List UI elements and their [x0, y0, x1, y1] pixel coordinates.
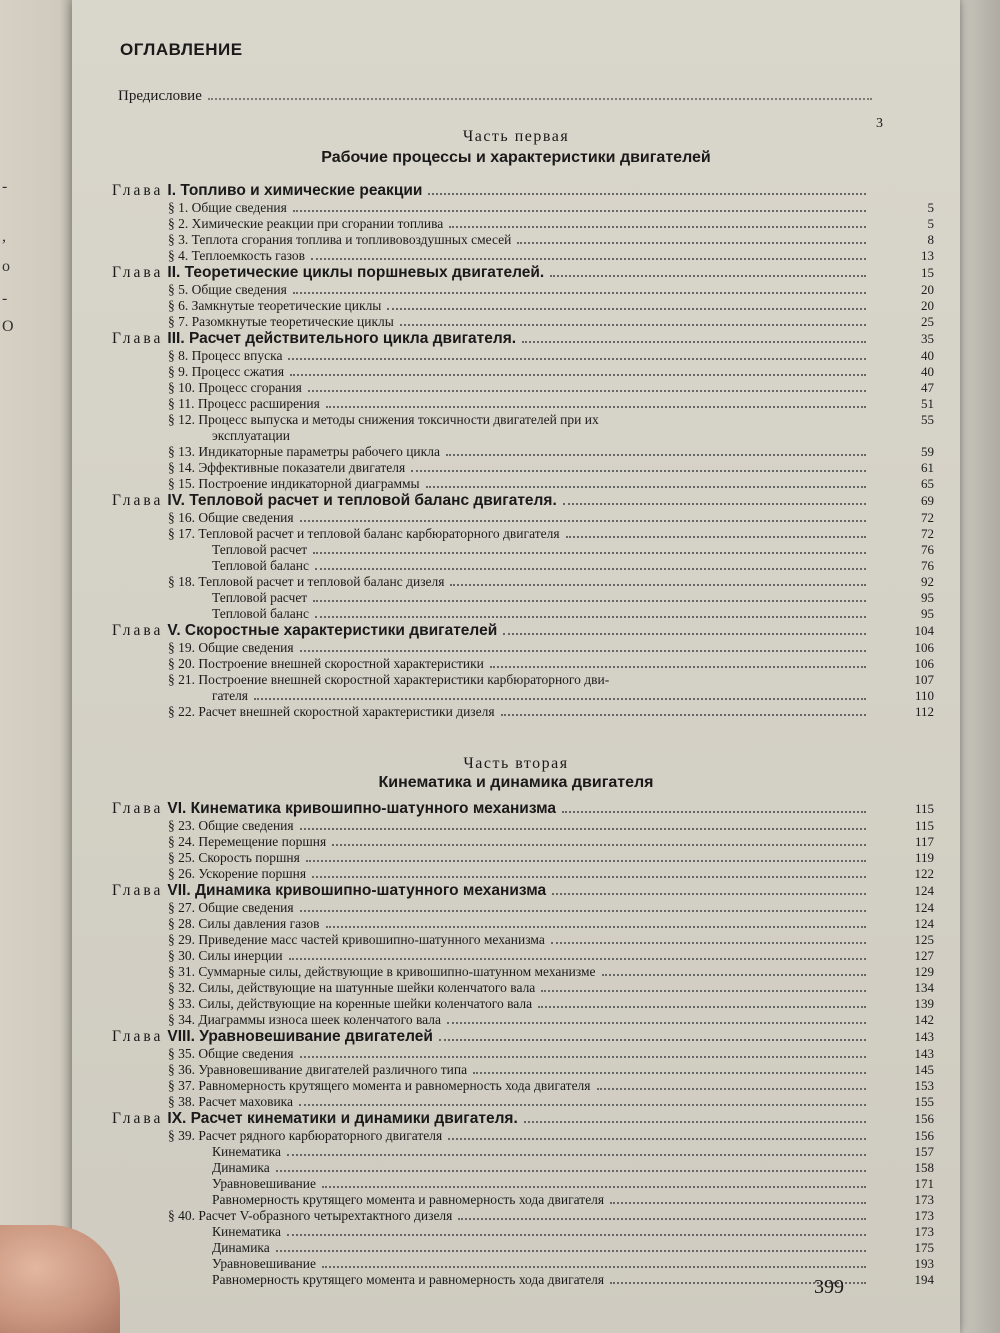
entry-title: § 21. Построение внешней скоростной характеристики карбюраторного дви-: [168, 672, 610, 687]
toc-row: [112, 1224, 934, 1240]
toc-row: [112, 1144, 934, 1160]
entry-title: § 32. Силы, действующие на шатунные шейки коленчатого вала: [168, 980, 536, 995]
chapter-text: [112, 800, 556, 818]
part-1-title: Рабочие процессы и характеристики двигателей: [321, 149, 711, 166]
toc-chapter-row: [112, 182, 872, 200]
entry-title: Равномерность крутящего момента и равномерность хода двигателя: [212, 1192, 605, 1207]
toc-row: [112, 412, 934, 428]
entry-title: § 25. Скорость поршня: [168, 850, 300, 865]
entry-page: 171: [914, 1176, 934, 1191]
entry-title: § 16. Общие сведения: [168, 510, 294, 525]
entry-page: 173: [914, 1208, 934, 1223]
entry-page: 193: [914, 1256, 934, 1271]
entry-page: 20: [921, 282, 934, 297]
entry-title: § 39. Расчет рядного карбюраторного двигателя: [168, 1128, 443, 1143]
dot-leader: [208, 98, 872, 100]
entry-page: 35: [921, 331, 934, 346]
entry-page: 25: [921, 314, 934, 329]
preface-page: 3: [876, 116, 883, 131]
toc-row: [112, 996, 934, 1012]
chapter-label: Глава: [112, 182, 164, 199]
toc-row: [112, 1012, 934, 1028]
dot-leader: [300, 828, 866, 830]
entry-page: 158: [914, 1160, 934, 1175]
chapter-title: V. Скоростные характеристики двигателей: [167, 622, 498, 639]
chapter-label: Глава: [112, 492, 164, 509]
toc-row: [112, 428, 872, 444]
dot-leader: [439, 1039, 866, 1041]
dot-leader: [449, 226, 866, 228]
entry-page: 15: [921, 265, 934, 280]
toc-chapter-row: [112, 882, 934, 900]
chapter-title: II. Теоретические циклы поршневых двигателей.: [167, 264, 545, 281]
dot-leader: [446, 454, 866, 456]
dot-leader: [313, 552, 866, 554]
part-2-title: Кинематика и динамика двигателя: [378, 774, 654, 791]
toc-chapter-row: [112, 1028, 934, 1046]
chapter-label: Глава: [112, 1028, 164, 1045]
dot-leader: [387, 308, 866, 310]
dot-leader: [315, 568, 866, 570]
entry-page: 124: [914, 883, 934, 898]
dot-leader: [293, 210, 866, 212]
toc-row: [112, 216, 934, 232]
dot-leader: [254, 698, 866, 700]
dot-leader: [287, 1154, 866, 1156]
entry-page: 107: [914, 672, 934, 687]
page-number: 399: [814, 1276, 844, 1298]
entry-title: Динамика: [212, 1240, 270, 1255]
dot-leader: [541, 990, 866, 992]
entry-title: § 31. Суммарные силы, действующие в кривошипно-шатунном механизме: [168, 964, 596, 979]
chapter-text: [112, 182, 422, 200]
entry-title: § 13. Индикаторные параметры рабочего цикла: [168, 444, 440, 459]
entry-title: § 20. Построение внешней скоростной характеристики: [168, 656, 484, 671]
part-2-label: Часть вторая: [463, 755, 569, 772]
margin-mark: о: [2, 258, 10, 275]
dot-leader: [288, 358, 866, 360]
chapter-label: Глава: [112, 882, 164, 899]
dot-leader: [447, 1022, 866, 1024]
toc-row: [112, 380, 934, 396]
toc-chapter-row: [112, 264, 934, 282]
dot-leader: [332, 844, 866, 846]
entry-title: § 29. Приведение масс частей кривошипно-шатунного механизма: [168, 932, 545, 947]
dot-leader: [503, 633, 866, 635]
chapter-title: VIII. Уравновешивание двигателей: [167, 1028, 433, 1045]
part-1-label: Часть первая: [462, 128, 570, 145]
entry-page: 153: [914, 1078, 934, 1093]
dot-leader: [312, 876, 866, 878]
margin-mark: ,: [2, 228, 6, 245]
dot-leader: [311, 258, 866, 260]
dot-leader: [610, 1202, 866, 1204]
entry-title: § 10. Процесс сгорания: [168, 380, 302, 395]
toc-row: [112, 1176, 934, 1192]
chapter-text: [112, 330, 516, 348]
toc-row: [112, 916, 934, 932]
dot-leader: [597, 1088, 866, 1090]
toc-row: [112, 348, 934, 364]
toc-row: [112, 1272, 934, 1288]
chapter-title: VI. Кинематика кривошипно-шатунного механизма: [167, 800, 557, 817]
dot-leader: [473, 1072, 866, 1074]
page-heading: ОГЛАВЛЕНИЕ: [120, 40, 243, 59]
entry-page: 40: [921, 348, 934, 363]
chapter-text: [112, 264, 544, 282]
toc-row: [112, 526, 934, 542]
toc-row: [112, 866, 934, 882]
toc-row: [112, 688, 934, 704]
margin-mark: -: [2, 290, 8, 307]
entry-page: 72: [921, 526, 934, 541]
toc-row: [112, 232, 934, 248]
dot-leader: [522, 341, 866, 343]
toc-row: [112, 248, 934, 264]
entry-title: § 6. Замкнутые теоретические циклы: [168, 298, 382, 313]
dot-leader: [300, 1056, 866, 1058]
entry-title: Равномерность крутящего момента и равномерность хода двигателя: [212, 1272, 605, 1287]
entry-page: 125: [914, 932, 934, 947]
toc-row: [112, 396, 934, 412]
entry-page: 173: [914, 1224, 934, 1239]
entry-title: § 12. Процесс выпуска и методы снижения токсичности двигателей при их: [168, 412, 599, 427]
entry-page: 157: [914, 1144, 934, 1159]
dot-leader: [322, 1266, 866, 1268]
entry-page: 55: [921, 412, 934, 427]
entry-page: 76: [921, 542, 934, 557]
toc-row: [112, 558, 934, 574]
toc-row: [112, 1160, 934, 1176]
entry-page: 106: [914, 640, 934, 655]
toc-row: [112, 1078, 934, 1094]
toc-row: [112, 1240, 934, 1256]
chapter-title: IX. Расчет кинематики и динамики двигателя.: [167, 1110, 518, 1127]
toc-row: [112, 314, 934, 330]
dot-leader: [524, 1121, 866, 1123]
entry-title: § 40. Расчет V-образного четырехтактного дизеля: [168, 1208, 453, 1223]
entry-page: 156: [914, 1128, 934, 1143]
entry-title: § 18. Тепловой расчет и тепловой баланс дизеля: [168, 574, 445, 589]
dot-leader: [289, 958, 866, 960]
dot-leader: [306, 860, 866, 862]
toc-row: [112, 476, 934, 492]
entry-page: 5: [927, 200, 934, 215]
entry-page: 13: [921, 248, 934, 263]
entry-title: § 22. Расчет внешней скоростной характеристики дизеля: [168, 704, 495, 719]
toc-row: [112, 364, 934, 380]
entry-title: § 37. Равномерность крутящего момента и равномерность хода двигателя: [168, 1078, 591, 1093]
chapter-title: I. Топливо и химические реакции: [167, 182, 423, 199]
entry-title: § 8. Процесс впуска: [168, 348, 283, 363]
entry-page: 69: [921, 493, 934, 508]
entry-title: § 28. Силы давления газов: [168, 916, 320, 931]
toc-row: [112, 850, 934, 866]
entry-page: 139: [914, 996, 934, 1011]
toc-part-1: [112, 182, 934, 720]
entry-page: 72: [921, 510, 934, 525]
entry-page: 124: [914, 900, 934, 915]
entry-page: 115: [914, 818, 934, 833]
entry-page: 95: [921, 590, 934, 605]
margin-mark: О: [2, 318, 14, 335]
toc-part-2: [112, 800, 934, 1288]
toc-row: [112, 510, 934, 526]
dot-leader: [400, 324, 866, 326]
dot-leader: [300, 520, 866, 522]
dot-leader: [602, 974, 866, 976]
chapter-text: [112, 622, 497, 640]
entry-page: 124: [914, 916, 934, 931]
entry-page: 61: [921, 460, 934, 475]
toc-row: [112, 542, 934, 558]
dot-leader: [501, 714, 866, 716]
toc-row: [112, 1046, 934, 1062]
chapter-text: [112, 1110, 518, 1128]
dot-leader: [326, 926, 866, 928]
dot-leader: [552, 893, 866, 895]
dot-leader: [490, 666, 866, 668]
entry-page: 173: [914, 1192, 934, 1207]
entry-page: 115: [914, 801, 934, 816]
toc-chapter-row: [112, 492, 934, 510]
dot-leader: [308, 390, 866, 392]
toc-row: [112, 444, 934, 460]
entry-title: § 27. Общие сведения: [168, 900, 294, 915]
entry-page: 127: [914, 948, 934, 963]
entry-page: 117: [914, 834, 934, 849]
entry-page: 40: [921, 364, 934, 379]
dot-leader: [458, 1218, 866, 1220]
dot-leader: [448, 1138, 866, 1140]
entry-page: 76: [921, 558, 934, 573]
entry-page: 59: [921, 444, 934, 459]
dot-leader: [313, 600, 866, 602]
entry-title: Кинематика: [212, 1224, 282, 1239]
entry-page: 104: [914, 623, 934, 638]
toc-row: [112, 606, 934, 622]
toc-row: [112, 1128, 934, 1144]
entry-title: § 17. Тепловой расчет и тепловой баланс карбюраторного двигателя: [168, 526, 560, 541]
entry-page: 142: [914, 1012, 934, 1027]
entry-title: § 38. Расчет маховика: [168, 1094, 294, 1109]
entry-title: § 11. Процесс расширения: [168, 396, 320, 411]
dot-leader: [426, 486, 866, 488]
entry-title: Уравновешивание: [212, 1256, 316, 1271]
preface-entry: [118, 88, 883, 131]
toc-chapter-row: [112, 800, 934, 818]
toc-row: [112, 1192, 934, 1208]
dot-leader: [538, 1006, 866, 1008]
entry-title: Тепловой баланс: [212, 558, 309, 573]
chapter-text: [112, 1028, 433, 1046]
dot-leader: [411, 470, 866, 472]
dot-leader: [299, 1104, 866, 1106]
toc-row: [112, 834, 934, 850]
toc-row: [112, 704, 934, 720]
entry-title: § 5. Общие сведения: [168, 282, 287, 297]
entry-page: 51: [921, 396, 934, 411]
entry-title: § 15. Построение индикаторной диаграммы: [168, 476, 420, 491]
dot-leader: [326, 406, 866, 408]
entry-page: 194: [914, 1272, 934, 1287]
entry-title: § 7. Разомкнутые теоретические циклы: [168, 314, 394, 329]
entry-title: § 33. Силы, действующие на коренные шейки коленчатого вала: [168, 996, 533, 1011]
dot-leader: [276, 1170, 866, 1172]
toc-row: [112, 1094, 934, 1110]
dot-leader: [550, 275, 866, 277]
entry-title: § 36. Уравновешивание двигателей различного типа: [168, 1062, 468, 1077]
preface-title: Предисловие: [118, 88, 202, 104]
chapter-label: Глава: [112, 330, 164, 347]
entry-page: 129: [914, 964, 934, 979]
entry-page: 175: [914, 1240, 934, 1255]
entry-title: § 4. Теплоемкость газов: [168, 248, 306, 263]
dot-leader: [517, 242, 866, 244]
entry-page: 155: [914, 1094, 934, 1109]
entry-title: Кинематика: [212, 1144, 282, 1159]
toc-chapter-row: [112, 1110, 934, 1128]
chapter-label: Глава: [112, 1110, 164, 1127]
entry-title: § 3. Теплота сгорания топлива и топливовоздушных смесей: [168, 232, 512, 247]
entry-page: 8: [927, 232, 934, 247]
toc-row: [112, 932, 934, 948]
entry-title: Тепловой баланс: [212, 606, 309, 621]
entry-title: § 2. Химические реакции при сгорании топлива: [168, 216, 444, 231]
dot-leader: [276, 1250, 866, 1252]
entry-page: 143: [914, 1029, 934, 1044]
chapter-label: Глава: [112, 264, 164, 281]
toc-row: [112, 964, 934, 980]
chapter-title: IV. Тепловой расчет и тепловой баланс двигателя.: [167, 492, 557, 509]
dot-leader: [551, 942, 866, 944]
entry-page: 145: [914, 1062, 934, 1077]
entry-title: эксплуатации: [212, 428, 290, 443]
toc-row: [112, 574, 934, 590]
dot-leader: [450, 584, 866, 586]
toc-row: [112, 980, 934, 996]
chapter-label: Глава: [112, 800, 164, 817]
dot-leader: [563, 503, 866, 505]
chapter-title: VII. Динамика кривошипно-шатунного механизма: [167, 882, 547, 899]
toc-row: [112, 200, 934, 216]
toc-row: [112, 1062, 934, 1078]
book-page: [72, 0, 960, 1333]
chapter-title: III. Расчет действительного цикла двигателя.: [167, 330, 517, 347]
entry-page: 47: [921, 380, 934, 395]
entry-title: § 26. Ускорение поршня: [168, 866, 307, 881]
toc-row: [112, 900, 934, 916]
entry-title: § 19. Общие сведения: [168, 640, 294, 655]
entry-title: гателя: [212, 688, 249, 703]
entry-title: Тепловой расчет: [212, 590, 308, 605]
toc-row: [112, 298, 934, 314]
entry-title: § 24. Перемещение поршня: [168, 834, 327, 849]
entry-title: § 14. Эффективные показатели двигателя: [168, 460, 406, 475]
chapter-text: [112, 492, 557, 510]
toc-row: [112, 672, 934, 688]
dot-leader: [315, 616, 866, 618]
entry-title: Тепловой расчет: [212, 542, 308, 557]
dot-leader: [566, 536, 866, 538]
entry-page: 156: [914, 1111, 934, 1126]
toc-chapter-row: [112, 622, 934, 640]
toc-row: [112, 656, 934, 672]
dot-leader: [322, 1186, 866, 1188]
toc-row: [112, 1208, 934, 1224]
toc-row: [112, 948, 934, 964]
dot-leader: [293, 292, 866, 294]
entry-page: 95: [921, 606, 934, 621]
entry-title: § 9. Процесс сжатия: [168, 364, 285, 379]
toc-chapter-row: [112, 330, 934, 348]
dot-leader: [428, 193, 866, 195]
chapter-text: [112, 882, 546, 900]
entry-page: 106: [914, 656, 934, 671]
entry-page: 5: [927, 216, 934, 231]
dot-leader: [300, 910, 866, 912]
toc-row: [112, 818, 934, 834]
entry-title: § 35. Общие сведения: [168, 1046, 294, 1061]
entry-page: 122: [914, 866, 934, 881]
entry-page: 20: [921, 298, 934, 313]
entry-page: 65: [921, 476, 934, 491]
entry-page: 112: [914, 704, 934, 719]
toc-row: [112, 282, 934, 298]
toc-row: [112, 460, 934, 476]
entry-page: 119: [914, 850, 934, 865]
dot-leader: [290, 374, 866, 376]
chapter-label: Глава: [112, 622, 164, 639]
entry-page: 143: [914, 1046, 934, 1061]
entry-title: § 1. Общие сведения: [168, 200, 287, 215]
entry-title: § 34. Диаграммы износа шеек коленчатого вала: [168, 1012, 441, 1027]
toc-row: [112, 1256, 934, 1272]
entry-page: 92: [921, 574, 934, 589]
entry-title: § 30. Силы инерции: [168, 948, 283, 963]
margin-mark: -: [2, 178, 8, 195]
entry-title: Уравновешивание: [212, 1176, 316, 1191]
dot-leader: [562, 811, 866, 813]
toc-row: [112, 640, 934, 656]
entry-title: Динамика: [212, 1160, 270, 1175]
dot-leader: [300, 650, 866, 652]
entry-page: 110: [914, 688, 934, 703]
dot-leader: [287, 1234, 866, 1236]
entry-page: 134: [914, 980, 934, 995]
entry-title: § 23. Общие сведения: [168, 818, 294, 833]
toc-row: [112, 590, 934, 606]
